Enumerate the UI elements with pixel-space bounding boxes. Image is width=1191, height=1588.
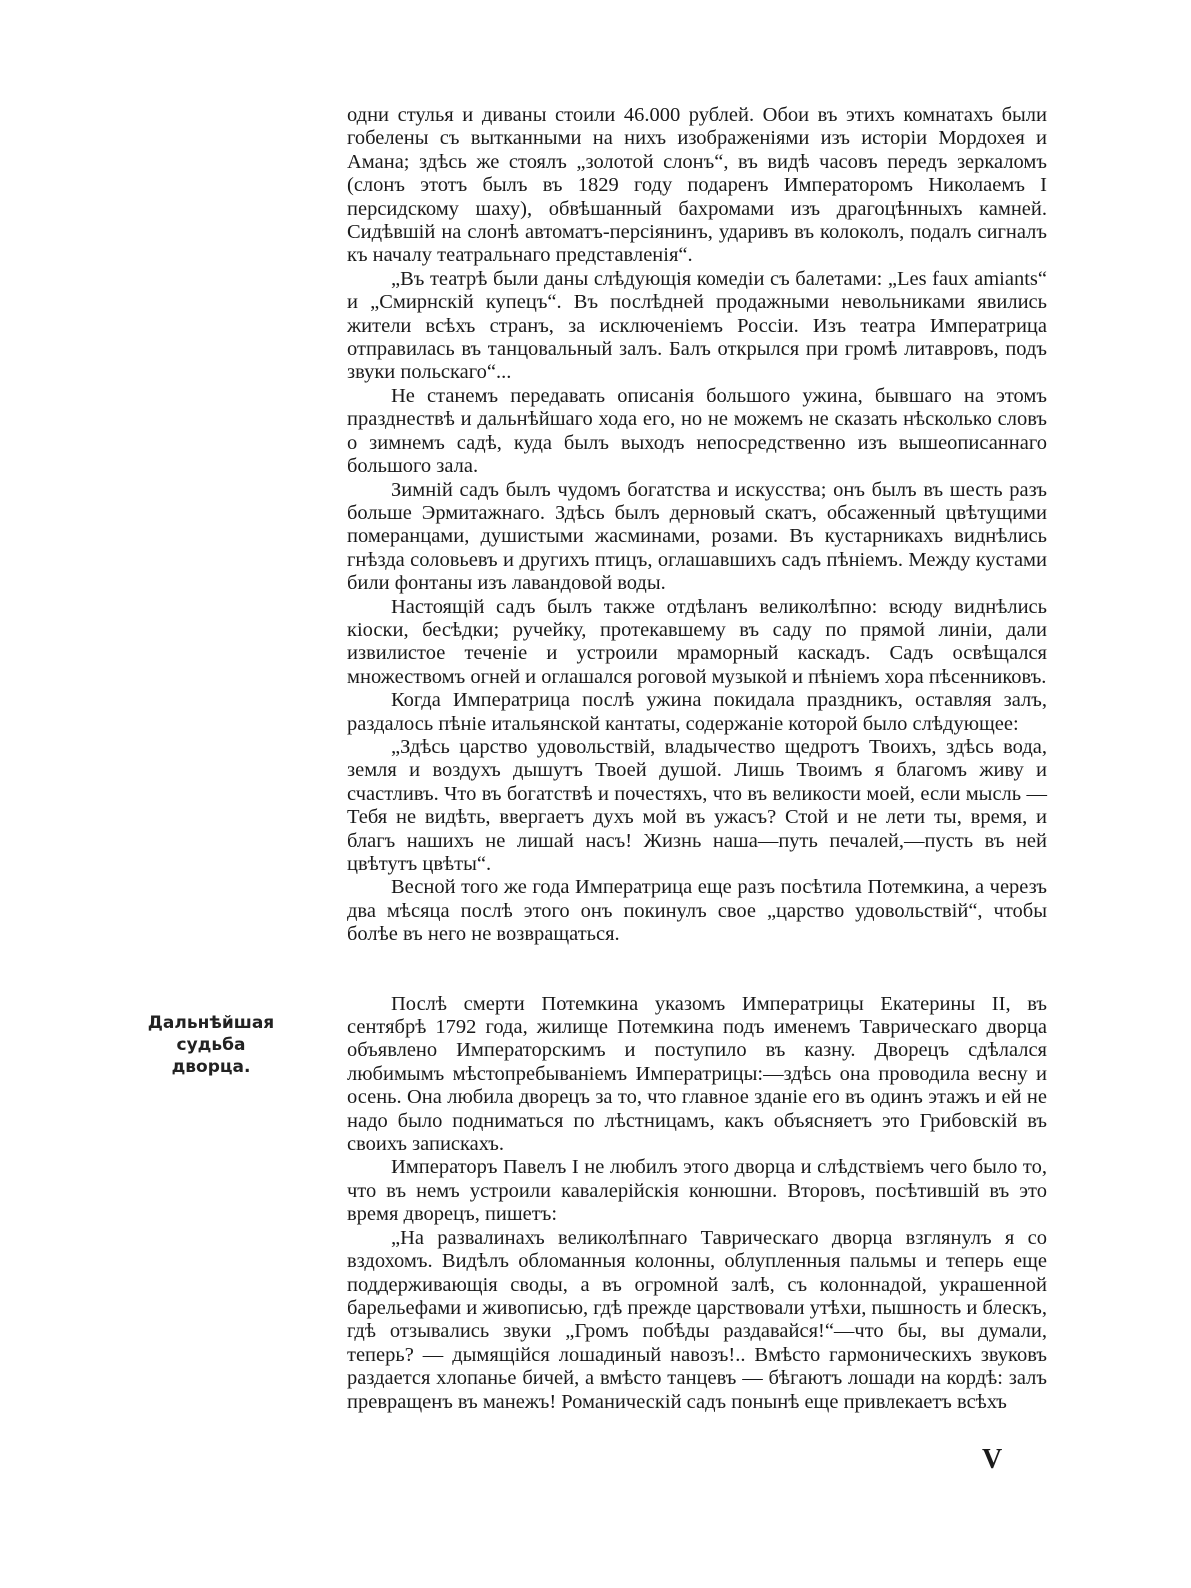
- section-gap: [347, 947, 1047, 993]
- paragraph: „На развалинахъ великолѣпнаго Таврическаго дворца взглянулъ я со вздохомъ. Видѣлъ обломанныя колонны, облупленныя пальмы и теперь еще поддерживающія своды, а въ огромной залѣ, съ колоннадой, украшенной барельефами и живописью, гдѣ прежде царствовали утѣхи, пышность и блескъ, гдѣ отзывались звуки „Громъ побѣды раздавайся!“—что бы, вы думали, теперь? — дымящійся лошадиный навозъ!.. Вмѣсто гармоническихъ звуковъ раздается хлопанье бичей, а вмѣсто танцевъ — бѣгаютъ лошади на кордѣ: залъ превращенъ въ манежъ! Романическій садъ понынѣ еще привлекаетъ всѣхъ: [347, 1226, 1047, 1413]
- paragraph: Весной того же года Императрица еще разъ посѣтила Потемкина, а черезъ два мѣсяца послѣ этого онъ покинулъ свое „царство удовольствій“, чтобы болѣе въ него не возвращаться.: [347, 876, 1047, 946]
- margin-note-line: дворца.: [171, 1057, 251, 1077]
- paragraph: Не станемъ передавать описанія большого ужина, бывшаго на этомъ празднествѣ и дальнѣйшаго хода его, но не можемъ не сказать нѣсколько словъ о зимнемъ садѣ, куда былъ выходъ непосредственно изъ вышеописаннаго большого зала.: [347, 384, 1047, 478]
- margin-note: [116, 1012, 306, 1078]
- paragraph: Послѣ смерти Потемкина указомъ Императрицы Екатерины II, въ сентябрѣ 1792 года, жилище Потемкина подъ именемъ Таврическаго дворца объявлено Императорскимъ и поступило въ казну. Дворецъ сдѣлался любимымъ мѣстопребываніемъ Императрицы:—здѣсь она проводила весну и осень. Она любила дворецъ за то, что главное зданіе его въ одинъ этажъ и ей не надо было подниматься по лѣстницамъ, какъ объясняетъ это Грибовскій въ своихъ запискахъ.: [347, 992, 1047, 1156]
- paragraph: одни стулья и диваны стоили 46.000 рублей. Обои въ этихъ комнатахъ были гобелены съ вытканными на нихъ изображеніями изъ исторіи Мордохея и Амана; здѣсь же стоялъ „золотой слонъ“, въ видѣ часовъ передъ зеркаломъ (слонъ этотъ былъ въ 1829 году подаренъ Императоромъ Николаемъ I персидскому шаху), обвѣшанный бахромами изъ драгоцѣнныхъ камней. Сидѣвшій на слонѣ автоматъ-персіянинъ, ударивъ въ колоколъ, подалъ сигналъ къ началу театральнаго представленія“.: [347, 104, 1047, 267]
- paragraph: „Въ театрѣ были даны слѣдующія комедіи съ балетами: „Les faux amiants“ и „Смирнскій купецъ“. Въ послѣдней продажными невольниками явились жители всѣхъ странъ, за исключеніемъ Россіи. Изъ театра Императрица отправилась въ танцовальный залъ. Балъ открылся при громѣ литавровъ, подъ звуки польскаго“...: [347, 267, 1047, 384]
- paragraph: Когда Императрица послѣ ужина покидала праздникъ, оставляя залъ, раздалось пѣніе итальянской кантаты, содержаніе которой было слѣдующее:: [347, 689, 1047, 735]
- paragraph: „Здѣсь царство удовольствій, владычество щедротъ Твоихъ, здѣсь вода, земля и воздухъ дышутъ Твоей душой. Лишь Твоимъ я благомъ живу и счастливъ. Что въ богатствѣ и почестяхъ, что въ великости моей, если мысль — Тебя не видѣть, ввергаетъ духъ мой въ ужасъ? Стой и не лети ты, время, и благъ нашихъ не лишай насъ! Жизнь наша—путь печалей,—пусть въ ней цвѣтутъ цвѣты“.: [347, 735, 1047, 875]
- paragraph: Императоръ Павелъ I не любилъ этого дворца и слѣдствіемъ чего было то, что въ немъ устроили кавалерійскія конюшни. Второвъ, посѣтившій въ это время дворецъ, пишетъ:: [347, 1156, 1047, 1226]
- main-text-column: [347, 104, 1047, 1414]
- paragraph: Зимній садъ былъ чудомъ богатства и искусства; онъ былъ въ шесть разъ больше Эрмитажнаго. Здѣсь былъ дерновый скатъ, обсаженный цвѣтущими померанцами, душистыми жасминами, розами. Въ кустарникахъ виднѣлись гнѣзда соловьевъ и другихъ птицъ, оглашавшихъ садъ пѣніемъ. Между кустами били фонтаны изъ лавандовой воды.: [347, 478, 1047, 595]
- paragraph: Настоящій садъ былъ также отдѣланъ великолѣпно: всюду виднѣлись кіоски, бесѣдки; ручейку, протекавшему въ саду по прямой линіи, дали извилистое теченіе и устроили мраморный каскадъ. Садъ освѣщался множествомъ огней и оглашался роговой музыкой и пѣніемъ хора пѣсенниковъ.: [347, 595, 1047, 688]
- margin-note-line: Дальнѣйшая судьба: [147, 1013, 275, 1055]
- page-folio: V: [982, 1444, 1003, 1475]
